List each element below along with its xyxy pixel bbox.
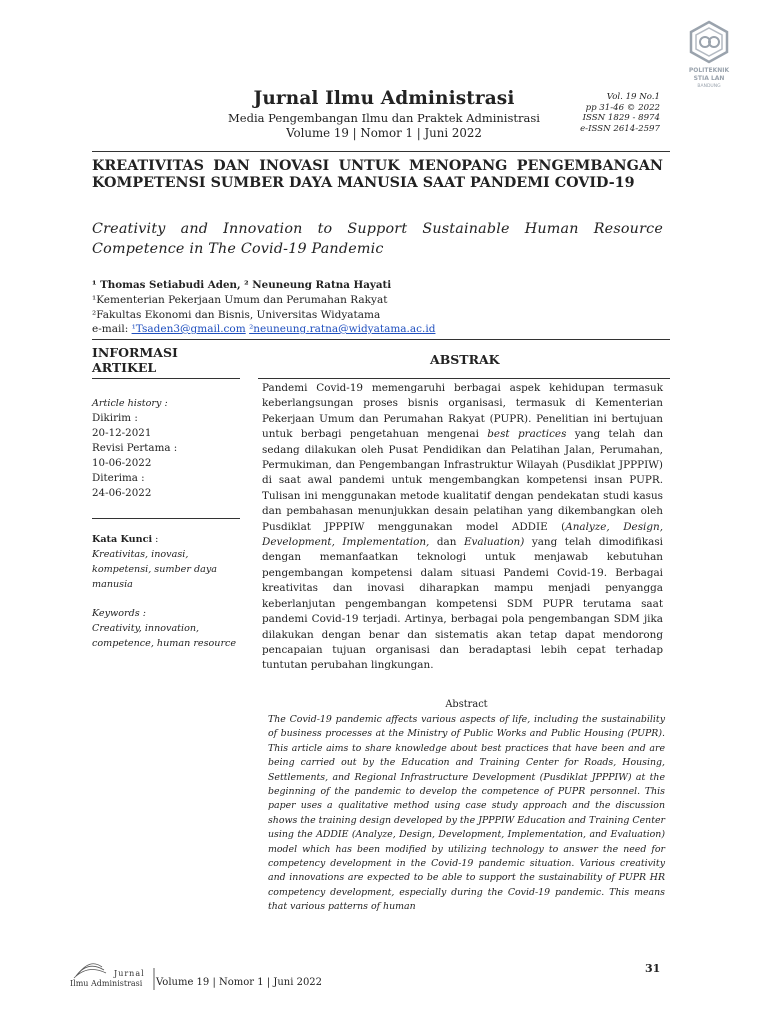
abstract-body: The Covid-19 pandemic affects various aspects of life, including the sustainability of business processes at the Ministry of Public Works and Public Housing (PUPR). This article aims to share knowledge about best practices that have been and are being carried out by the Education and Training Center for Roads, Housing, Settlements, and Regional Infrastructure Development (Pusdiklat JPPPIW) at the beginning of the pandemic to develop the competence of PUPR personnel. This paper uses a qualitative method using case study approach and the discussion shows the training design developed by the JPPPIW Education and Training Center using the ADDIE (Analyze, Design, Development, Implementation, and Evaluation) model which has been modified by utilizing technology to answer the need for competency development in the Covid-19 pandemic situation. Various creativity and innovations are expected to be able to support the sustainability of PUPR HR competency development, especially during the Covid-19 pandemic. This means that various patterns of human bbox=[268, 714, 665, 913]
email-line bbox=[92, 323, 435, 335]
abstrak-text-3: dan bbox=[429, 536, 464, 549]
kata-kunci-block bbox=[92, 532, 240, 592]
keywords-label: Keywords : bbox=[92, 608, 146, 619]
authors: ¹ Thomas Setiabudi Aden, ² Neuneung Ratna Hayati bbox=[92, 279, 392, 291]
email-link-1[interactable]: ¹Tsaden3@gmail.com bbox=[131, 323, 246, 335]
abstrak-divider bbox=[258, 378, 670, 379]
meta-volume: Vol. 19 No.1 bbox=[606, 92, 660, 102]
abstrak-text-2: yang telah dan sedang dilakukan oleh Pusat Pendidikan dan Pelatihan Jalan, Perumahan, Permukiman, dan Pengembangan Infrastruktur Wilayah (Pusdiklat JPPPIW) di saat awal pandemi untuk mengembangkan kompetensi insan PUPR. Tulisan ini menggunakan metode kualitatif dengan pendekatan studi kasus dan pembahasan menunjukkan desain pelatihan yang dikembangkan oleh Pusdiklat JPPPIW menggunakan model ADDIE ( bbox=[262, 428, 664, 533]
accepted-label: Diterima : bbox=[92, 472, 145, 484]
meta-issn: ISSN 1829 - 8974 bbox=[582, 113, 660, 123]
info-heading bbox=[92, 345, 178, 375]
abstrak-text-1: Pandemi Covid-19 memengaruhi berbagai aspek kehidupan termasuk keberlangsungan proses bisnis organisasi, termasuk di Kementerian Pekerjaan Umum dan Perumahan Rakyat (PUPR). Penelitian ini bertujuan untuk berbagi pengetahuan mengenai bbox=[262, 382, 663, 441]
page-number: 31 bbox=[645, 962, 661, 975]
journal-subtitle: Media Pengembangan Ilmu dan Praktek Administrasi bbox=[228, 111, 540, 125]
footer-journal-logo bbox=[70, 958, 156, 992]
politeknik-logo bbox=[683, 18, 735, 98]
keywords-block bbox=[92, 606, 240, 651]
article-title-en: Creativity and Innovation to Support Sustainable Human Resource Competence in The Covid-19 Pandemic bbox=[92, 221, 663, 257]
abstrak-italic-1: best practices bbox=[487, 428, 567, 441]
email-link-2[interactable]: ²neuneung.ratna@widyatama.ac.id bbox=[249, 323, 436, 335]
abstrak-text-4: yang telah dimodifikasi dengan memanfaatkan teknologi untuk menjawab kebutuhan pengembangan kompetensi dalam situasi Pandemi Covid-19. Berbagai kreativitas dan inovasi diharapkan mampu menjadi penyangga keberlanjutan pengembangan kompetensi SDM PUPR terutama saat pandemi Covid-19 terjadi. Artinya, berbagai pola pengembangan SDM jika dilakukan dengan benar dan sistematis akan tetap dapat mendorong pencapaian tujuan organisasi dan beradaptasi lebih cepat terhadap tuntutan perubahan lingkungan. bbox=[262, 536, 663, 672]
logo-text-1: POLITEKNIK bbox=[688, 67, 730, 74]
received-date: 20-12-2021 bbox=[92, 427, 152, 439]
abstrak-italic-2: Analyze, Design, Development, Implementation, bbox=[262, 520, 663, 549]
keywords-values: Creativity, innovation, competence, human resource bbox=[92, 623, 237, 649]
abstrak-heading: ABSTRAK bbox=[430, 352, 500, 367]
info-divider bbox=[92, 378, 240, 379]
info-heading-1: INFORMASI bbox=[92, 345, 178, 360]
journal-title: Jurnal Ilmu Administrasi bbox=[253, 88, 515, 109]
issue-line: Volume 19 | Nomor 1 | Juni 2022 bbox=[286, 126, 482, 140]
logo-text-2: STIA LAN bbox=[693, 75, 725, 82]
abstrak-body bbox=[262, 381, 663, 674]
affiliation-1: ¹Kementerian Pekerjaan Umum dan Perumahan Rakyat bbox=[92, 294, 388, 306]
authors-divider bbox=[92, 339, 670, 340]
meta-eissn: e-ISSN 2614-2597 bbox=[580, 123, 660, 134]
abstrak-italic-3: Evaluation) bbox=[463, 536, 525, 549]
article-history bbox=[92, 396, 240, 501]
info-heading-2: ARTIKEL bbox=[92, 360, 157, 375]
journal-meta bbox=[550, 92, 660, 134]
abstract-heading: Abstract bbox=[445, 699, 488, 710]
footer-logo-text-1: Jurnal bbox=[114, 969, 145, 978]
logo-text-3: BANDUNG bbox=[697, 84, 721, 89]
article-title-id: KREATIVITAS DAN INOVASI UNTUK MENOPANG PENGEMBANGAN KOMPETENSI SUMBER DAYA MANUSIA SAAT PANDEMI COVID-19 bbox=[92, 158, 663, 191]
revised-label: Revisi Pertama : bbox=[92, 442, 178, 454]
header-divider bbox=[92, 151, 670, 152]
history-label: Article history : bbox=[92, 398, 168, 409]
footer-issue-line: Volume 19 | Nomor 1 | Juni 2022 bbox=[156, 977, 323, 988]
kata-kunci-colon: : bbox=[152, 534, 159, 545]
footer-logo-text-2: Ilmu Administrasi bbox=[70, 979, 143, 988]
meta-pages: pp 31-46 © 2022 bbox=[585, 102, 660, 113]
affiliation-2: ²Fakultas Ekonomi dan Bisnis, Universitas Widyatama bbox=[92, 309, 381, 321]
accepted-date: 24-06-2022 bbox=[92, 487, 152, 499]
email-label: e-mail: bbox=[92, 323, 132, 335]
received-label: Dikirim : bbox=[92, 412, 138, 424]
kata-kunci-values: Kreativitas, inovasi, kompetensi, sumber daya manusia bbox=[92, 549, 217, 590]
revised-date: 10-06-2022 bbox=[92, 457, 152, 469]
history-divider bbox=[92, 518, 240, 519]
kata-kunci-label: Kata Kunci bbox=[92, 534, 153, 545]
